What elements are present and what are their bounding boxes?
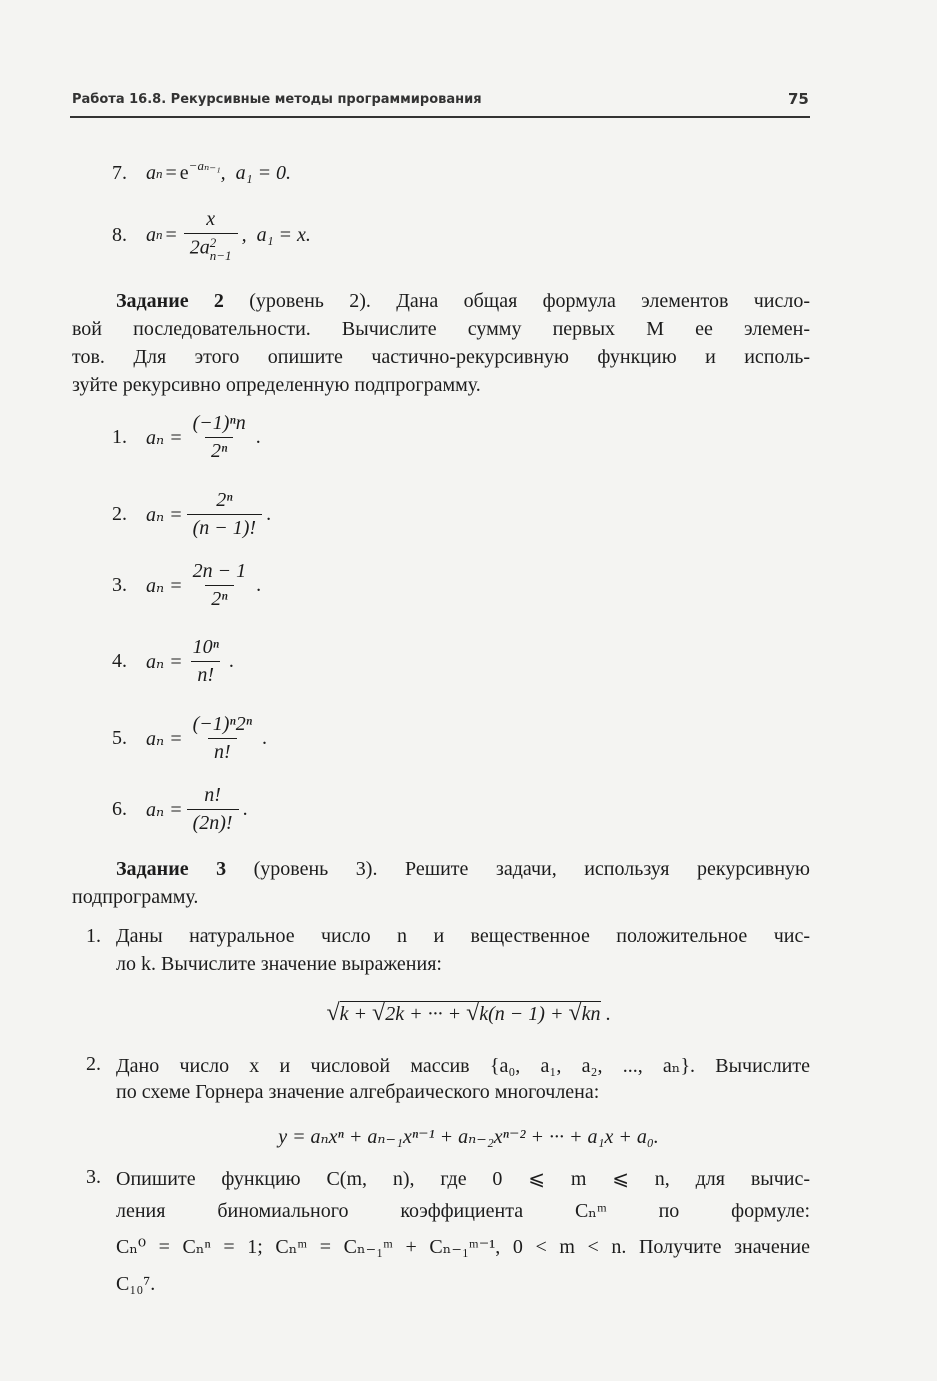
formula-label: 7.	[112, 162, 127, 184]
task2-line-4: зуйте рекурсивно определенную подпрограмму.	[72, 374, 481, 396]
item1-line-2: ло k. Вычислите значение выражения:	[116, 953, 442, 975]
header-rule	[70, 116, 810, 118]
sqrt-term: k(n − 1) +	[479, 1003, 564, 1025]
item3-line-1: Опишите функцию C(m, n), где 0 ⩽ m ⩽ n, для вычис-	[116, 1168, 810, 1190]
formula-eq: =	[165, 162, 177, 184]
denominator	[184, 233, 238, 262]
item3-line-3: Cₙ⁰ = Cₙⁿ = 1; Cₙᵐ = Cₙ₋₁ᵐ + Cₙ₋₁ᵐ⁻¹, 0 < m < n. Получите значение	[116, 1236, 810, 1258]
item3-line-4: C₁₀⁷.	[116, 1273, 156, 1295]
item-number: 3.	[86, 1166, 101, 1188]
formula-lhs: aₙ =	[146, 575, 183, 597]
numerator: (−1)ⁿn	[192, 412, 246, 434]
fraction	[187, 560, 253, 611]
task3-line-2: подпрограмму.	[72, 886, 199, 908]
formula-eq: =	[165, 223, 177, 246]
formula-lhs: aₙ =	[146, 728, 183, 750]
formula-label: 8.	[112, 223, 127, 246]
den-base: 2a	[189, 236, 210, 259]
denominator: n!	[208, 738, 237, 764]
numerator: x	[206, 208, 216, 230]
formula-lhs: aₙ =	[146, 651, 183, 673]
sqrt-term: k +	[339, 1003, 368, 1025]
nested-sqrt-formula: √k + √2k + ··· + √k(n − 1) + √kn .	[326, 1000, 611, 1026]
denominator: (2n)!	[187, 809, 239, 835]
task2-formula-3	[112, 560, 261, 611]
task2-formula-6	[112, 784, 248, 835]
den-sup: 2	[209, 235, 217, 250]
item-number: 2.	[86, 1053, 101, 1075]
formula-tail: , a₁ = x.	[241, 223, 311, 246]
text: (уровень 3). Решите задачи, используя рекурсивную	[226, 858, 810, 880]
denominator: (n − 1)!	[187, 514, 262, 540]
task2-formula-1	[112, 412, 261, 463]
formula-end: .	[255, 426, 261, 448]
formula-base: e	[179, 162, 189, 184]
task2-line-2: вой последовательности. Вычислите сумму первых M ее элемен-	[72, 318, 810, 340]
numerator: 2n − 1	[192, 560, 247, 582]
formula-label: 1.	[112, 426, 127, 448]
formula-label: 2.	[112, 503, 127, 525]
formula-tail: , a₁ = 0.	[220, 162, 292, 184]
numerator: 2ⁿ	[216, 489, 233, 511]
text: (уровень 2). Дана общая формула элементов число-	[223, 290, 811, 312]
formula-7	[112, 157, 292, 185]
item-number: 1.	[86, 925, 101, 947]
formula-lhs: aₙ =	[146, 799, 183, 821]
numerator: 10ⁿ	[192, 636, 219, 658]
denominator: 2ⁿ	[205, 437, 233, 463]
formula-end: .	[242, 798, 248, 820]
fraction	[187, 784, 239, 835]
item3-line-2: ления биномиального коэффициента Cₙᵐ по формуле:	[116, 1200, 810, 1222]
fraction	[187, 412, 252, 463]
formula-label: 6.	[112, 798, 127, 820]
sqrt-term: 2k + ··· +	[385, 1003, 462, 1025]
item2-line-1: Дано число x и числовой массив {a₀, a₁, a₂, ..., aₙ}. Вычислите	[116, 1055, 810, 1077]
formula-sup: −aₙ₋₁	[188, 157, 221, 173]
horner-formula: y = aₙxⁿ + aₙ₋₁xⁿ⁻¹ + aₙ₋₂xⁿ⁻² + ··· + a₁x + a₀.	[278, 1126, 659, 1148]
denominator: n!	[191, 661, 220, 687]
formula-sub: n	[156, 227, 163, 242]
formula-8	[112, 208, 311, 262]
sqrt-term: kn	[581, 1003, 601, 1025]
task2-formula-4	[112, 636, 234, 687]
task2-line-1	[72, 290, 810, 313]
fraction	[187, 636, 225, 687]
denominator: 2ⁿ	[205, 585, 233, 611]
formula-end: .	[605, 1003, 611, 1025]
running-header-title: Работа 16.8. Рекурсивные методы программирования	[72, 92, 482, 107]
formula-end: .	[266, 503, 272, 525]
item1-line-1: Даны натуральное число n и вещественное положительное чис-	[116, 925, 810, 947]
task3-line-1	[72, 858, 810, 881]
task3-heading: Задание 3	[116, 858, 227, 880]
task2-line-3: тов. Для этого опишите частично-рекурсивную функцию и исполь-	[72, 346, 810, 368]
formula-label: 3.	[112, 574, 127, 596]
formula-label: 4.	[112, 650, 127, 672]
den-sub: n−1	[209, 248, 232, 263]
item2-line-2: по схеме Горнера значение алгебраического многочлена:	[116, 1081, 600, 1103]
formula-end: .	[262, 727, 268, 749]
formula-lhs: aₙ =	[146, 504, 183, 526]
formula-sub: n	[156, 165, 163, 181]
page-number: 75	[788, 90, 809, 108]
formula-lhs: a	[146, 162, 156, 184]
formula-lhs: a	[146, 223, 156, 246]
numerator: (−1)ⁿ2ⁿ	[192, 713, 253, 735]
fraction	[184, 208, 238, 262]
formula-label: 5.	[112, 727, 127, 749]
task2-formula-5	[112, 713, 267, 764]
formula-lhs: aₙ =	[146, 427, 183, 449]
task2-formula-2	[112, 489, 271, 540]
formula-end: .	[256, 574, 262, 596]
fraction	[187, 713, 258, 764]
task2-heading: Задание 2	[116, 290, 224, 312]
formula-end: .	[228, 650, 234, 672]
numerator: n!	[204, 784, 221, 806]
fraction	[187, 489, 262, 540]
